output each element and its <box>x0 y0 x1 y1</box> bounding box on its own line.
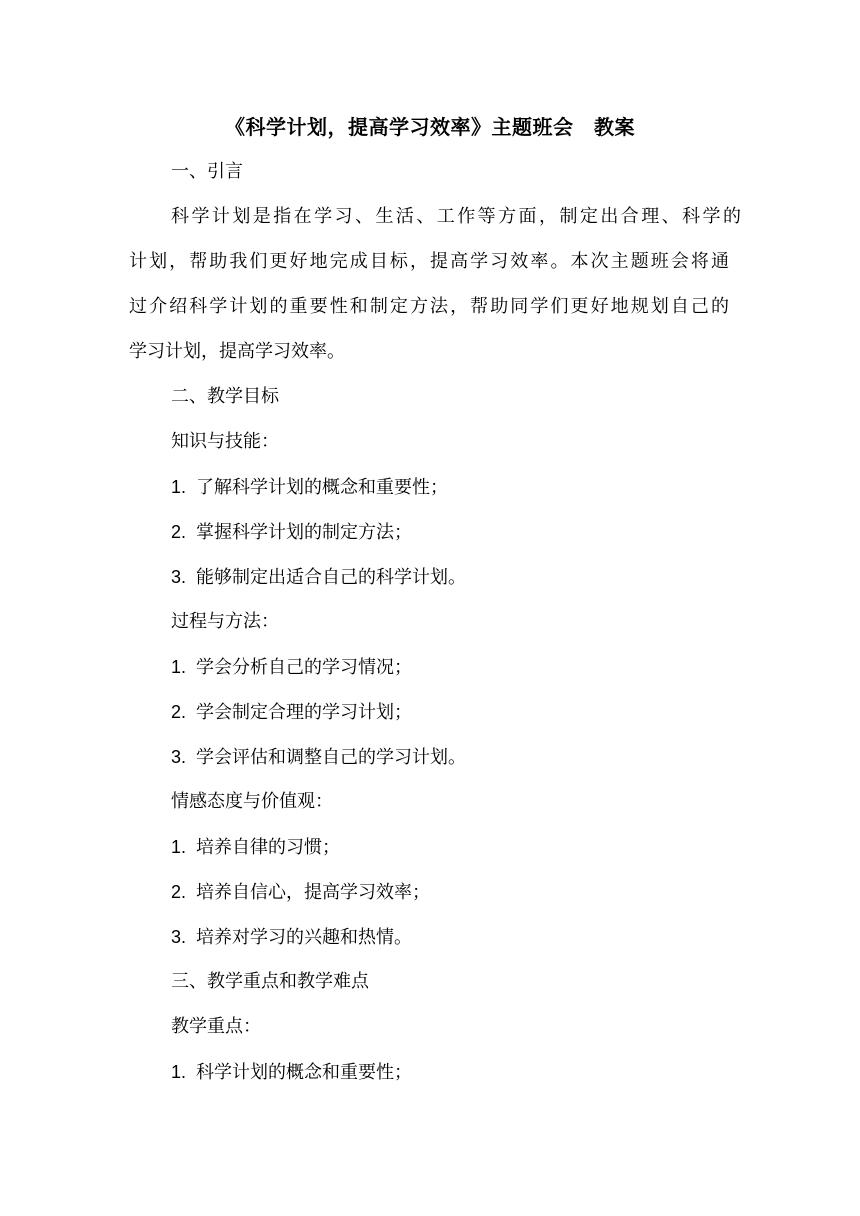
list-item-number: 3. <box>171 747 187 767</box>
list-item-text: 培养自信心，提高学习效率； <box>196 882 430 903</box>
list-item-number: 2. <box>171 702 187 722</box>
paragraph-line: 科学计划是指在学习、生活、工作等方面，制定出合理、科学的 <box>171 206 741 227</box>
list-item-text: 掌握科学计划的制定方法； <box>196 522 412 543</box>
group-label: 知识与技能： <box>171 431 279 452</box>
list-item-number: 3. <box>171 567 187 587</box>
paragraph-line: 计划，帮助我们更好地完成目标，提高学习效率。本次主题班会将通 <box>129 251 729 272</box>
section-heading-intro: 一、引言 <box>171 161 243 182</box>
list-item-text: 了解科学计划的概念和重要性； <box>196 477 448 498</box>
list-item <box>171 474 448 501</box>
paragraph-line: 过介绍科学计划的重要性和制定方法，帮助同学们更好地规划自己的 <box>129 296 729 317</box>
group-label: 过程与方法： <box>171 611 279 632</box>
list-item <box>171 744 466 771</box>
list-item <box>171 564 466 591</box>
list-item-text: 学会制定合理的学习计划； <box>196 702 412 723</box>
list-item <box>171 924 412 951</box>
group-label: 情感态度与价值观： <box>171 791 333 812</box>
list-item-number: 1. <box>171 837 187 857</box>
list-item-text: 科学计划的概念和重要性； <box>196 1062 412 1083</box>
group-label: 教学重点： <box>171 1016 261 1037</box>
document-title: 《科学计划，提高学习效率》主题班会 教案 <box>225 115 635 139</box>
list-item <box>171 699 412 726</box>
list-item-number: 2. <box>171 522 187 542</box>
list-item <box>171 519 412 546</box>
list-item-number: 1. <box>171 1062 187 1082</box>
section-heading-key-points: 三、教学重点和教学难点 <box>171 971 369 992</box>
list-item <box>171 654 412 681</box>
list-item-text: 能够制定出适合自己的科学计划。 <box>196 567 466 588</box>
list-item-text: 学会分析自己的学习情况； <box>196 657 412 678</box>
list-item-text: 培养对学习的兴趣和热情。 <box>196 927 412 948</box>
list-item-number: 1. <box>171 657 187 677</box>
list-item <box>171 834 340 861</box>
section-heading-objectives: 二、教学目标 <box>171 386 279 407</box>
list-item <box>171 879 430 906</box>
list-item-number: 1. <box>171 477 187 497</box>
paragraph-line: 学习计划，提高学习效率。 <box>129 341 345 362</box>
list-item-text: 学会评估和调整自己的学习计划。 <box>196 747 466 768</box>
list-item <box>171 1059 412 1086</box>
list-item-text: 培养自律的习惯； <box>196 837 340 858</box>
list-item-number: 3. <box>171 927 187 947</box>
list-item-number: 2. <box>171 882 187 902</box>
